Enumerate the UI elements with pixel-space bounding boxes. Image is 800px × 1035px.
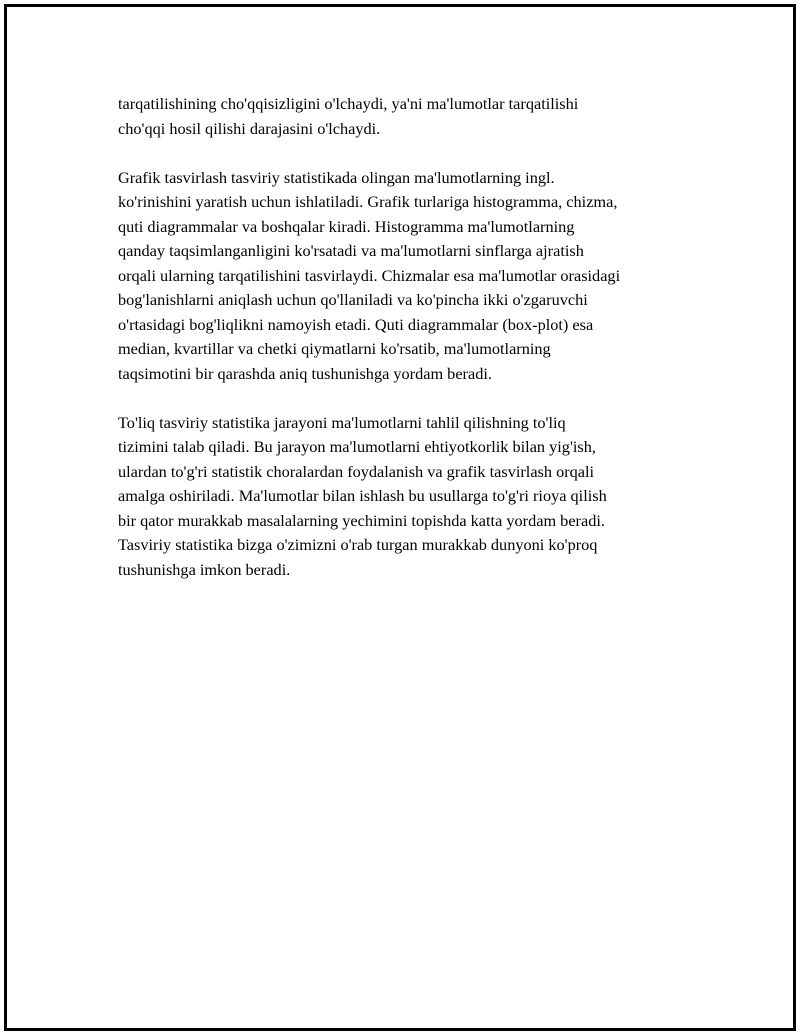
- text-line: tizimini talab qiladi. Bu jarayon ma'lumotlarni ehtiyotkorlik bilan yig'ish,: [118, 437, 596, 456]
- text-line: ko'rinishini yaratish uchun ishlatiladi. Grafik turlariga histogramma, chizma,: [118, 192, 618, 211]
- text-line: bog'lanishlarni aniqlash uchun qo'llaniladi va ko'pincha ikki o'zgaruvchi: [118, 290, 588, 309]
- text-line: median, kvartillar va chetki qiymatlarni ko'rsatib, ma'lumotlarning: [118, 339, 551, 358]
- text-line: taqsimotini bir qarashda aniq tushunishga yordam beradi.: [118, 363, 492, 383]
- text-line: amalga oshiriladi. Ma'lumotlar bilan ishlash bu usullarga to'g'ri rioya qilish: [118, 486, 607, 505]
- text-line: tushunishga imkon beradi.: [118, 559, 291, 579]
- text-line: bir qator murakkab masalalarning yechimini topishda katta yordam beradi.: [118, 510, 605, 530]
- text-line: tarqatilishining cho'qqisizligini o'lchaydi, ya'ni ma'lumotlar tarqatilishi: [118, 94, 579, 113]
- text-line: Grafik tasvirlash tasviriy statistikada olingan ma'lumotlarning ingl.: [118, 167, 555, 187]
- text-line: cho'qqi hosil qilishi darajasini o'lchaydi.: [118, 118, 381, 138]
- text-line: o'rtasidagi bog'liqlikni namoyish etadi. Quti diagrammalar (box-plot) esa: [118, 314, 594, 334]
- text-line: To'liq tasviriy statistika jarayoni ma'lumotlarni tahlil qilishning to'liq: [118, 412, 566, 432]
- paragraph-2: [118, 166, 698, 387]
- text-line: orqali ularning tarqatilishini tasvirlaydi. Chizmalar esa ma'lumotlar orasidagi: [118, 265, 621, 285]
- text-line: quti diagrammalar va boshqalar kiradi. Histogramma ma'lumotlarning: [118, 216, 575, 236]
- paragraph-spacer: [118, 386, 698, 411]
- document-body: [118, 92, 698, 582]
- text-line: ulardan to'g'ri statistik choralardan foydalanish va grafik tasvirlash orqali: [118, 461, 595, 481]
- paragraph-3: [118, 411, 698, 583]
- paragraph-1: [118, 92, 698, 141]
- text-line: qanday taqsimlanganligini ko'rsatadi va ma'lumotlarni sinflarga ajratish: [118, 241, 584, 260]
- paragraph-spacer: [118, 141, 698, 166]
- text-line: Tasviriy statistika bizga o'zimizni o'rab turgan murakkab dunyoni ko'proq: [118, 535, 598, 554]
